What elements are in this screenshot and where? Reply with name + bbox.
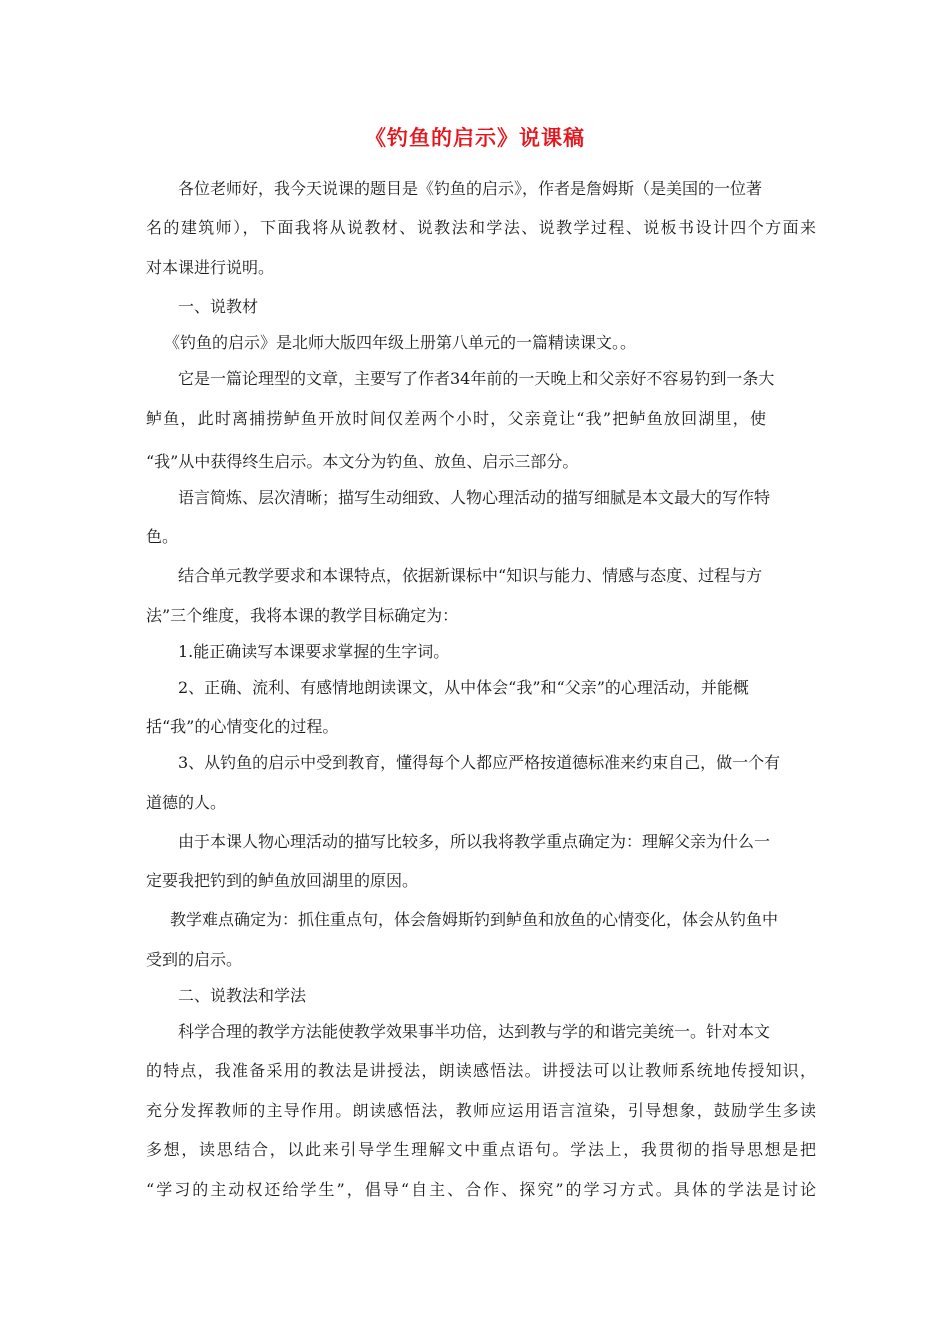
list-item: 道德的人。 bbox=[146, 793, 227, 812]
paragraph-line: 教学难点确定为：抓住重点句，体会詹姆斯钓到鲈鱼和放鱼的心情变化，体会从钓鱼中 bbox=[170, 910, 779, 929]
paragraph-line: 名的建筑师），下面我将从说教材、说教法和学法、说教学过程、说板书设计四个方面来 bbox=[146, 218, 816, 237]
paragraph-line: 鲈鱼，此时离捕捞鲈鱼开放时间仅差两个小时，父亲竟让“我”把鲈鱼放回湖里，使 bbox=[146, 409, 766, 428]
paragraph-line: 色。 bbox=[146, 527, 179, 546]
paragraph-line: 定要我把钓到的鲈鱼放回湖里的原因。 bbox=[146, 871, 419, 890]
section-heading: 二、说教法和学法 bbox=[178, 986, 307, 1005]
paragraph-line: 受到的启示。 bbox=[146, 950, 243, 969]
paragraph-line: 语言简炼、层次清晰；描写生动细致、人物心理活动的描写细腻是本文最大的写作特 bbox=[178, 488, 771, 507]
paragraph-line: 的特点，我准备采用的教法是讲授法，朗读感悟法。讲授法可以让教师系统地传授知识， bbox=[146, 1061, 816, 1080]
document-title: 《钓鱼的启示》说课稿 bbox=[365, 126, 585, 150]
paragraph-line: 法”三个维度，我将本课的教学目标确定为： bbox=[146, 606, 459, 625]
section-heading: 一、说教材 bbox=[178, 297, 259, 316]
paragraph-line: 充分发挥教师的主导作用。朗读感悟法，教师应运用语言渲染，引导想象，鼓励学生多读 bbox=[146, 1101, 816, 1120]
paragraph-line: “我”从中获得终生启示。本文分为钓鱼、放鱼、启示三部分。 bbox=[146, 452, 579, 471]
list-item: 括“我”的心情变化的过程。 bbox=[146, 717, 339, 736]
paragraph-line: 科学合理的教学方法能使教学效果事半功倍，达到教与学的和谐完美统一。针对本文 bbox=[178, 1022, 771, 1041]
paragraph-line: 它是一篇论理型的文章，主要写了作者34年前的一天晚上和父亲好不容易钓到一条大 bbox=[178, 369, 775, 388]
paragraph-line: 各位老师好，我今天说课的题目是《钓鱼的启示》，作者是詹姆斯（是美国的一位著 bbox=[178, 179, 763, 198]
paragraph-line: 结合单元教学要求和本课特点，依据新课标中“知识与能力、情感与态度、过程与方 bbox=[178, 566, 763, 585]
paragraph-line: 由于本课人物心理活动的描写比较多，所以我将教学重点确定为：理解父亲为什么一 bbox=[178, 832, 771, 851]
paragraph-line: 《钓鱼的启示》是北师大版四年级上册第八单元的一篇精读课文。。 bbox=[164, 333, 637, 352]
paragraph-line: “学习的主动权还给学生”，倡导“自主、合作、探究”的学习方式。具体的学法是讨论 bbox=[146, 1180, 816, 1199]
list-item: 1.能正确读写本课要求掌握的生字词。 bbox=[178, 642, 450, 661]
list-item: 3、从钓鱼的启示中受到教育，懂得每个人都应严格按道德标准来约束自己，做一个有 bbox=[178, 753, 781, 772]
paragraph-line: 多想，读思结合，以此来引导学生理解文中重点语句。学法上，我贯彻的指导思想是把 bbox=[146, 1140, 816, 1159]
list-item: 2、正确、流利、有感情地朗读课文，从中体会“我”和“父亲”的心理活动，并能概 bbox=[178, 678, 749, 697]
paragraph-line: 对本课进行说明。 bbox=[146, 258, 275, 277]
